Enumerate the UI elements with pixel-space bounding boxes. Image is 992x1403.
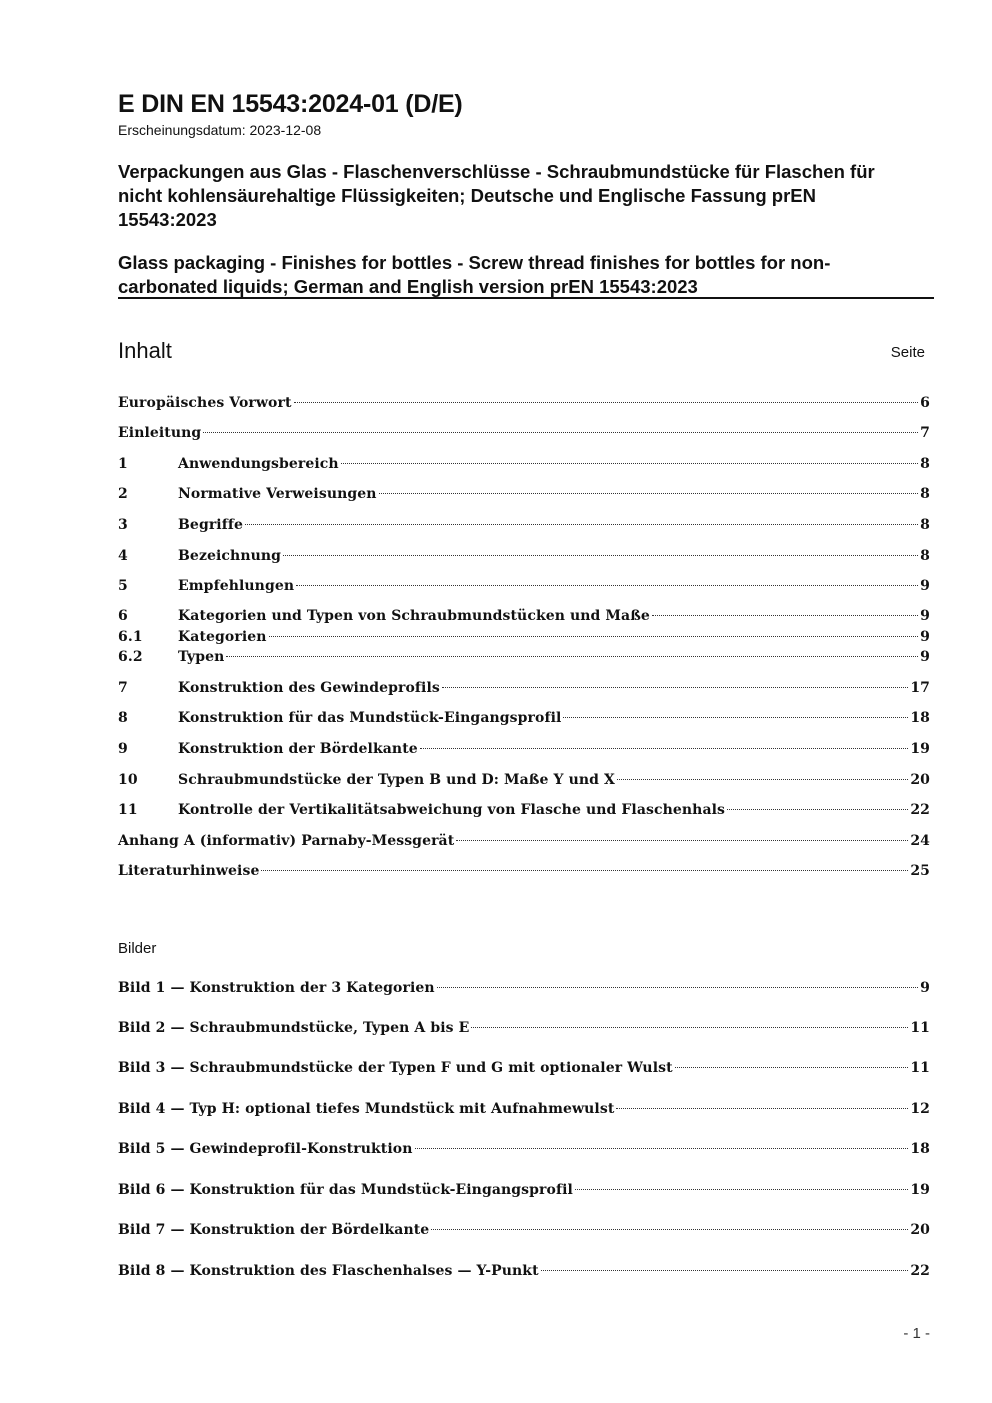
page-reference: 25	[910, 863, 930, 879]
toc-entry-title: Europäisches Vorwort	[118, 395, 292, 411]
publication-date: Erscheinungsdatum: 2023-12-08	[118, 122, 322, 138]
toc-entry-title: Kategorien	[178, 629, 267, 645]
page-reference: 20	[910, 1222, 930, 1238]
toc-entry-title: Typen	[178, 649, 225, 665]
dot-leader	[727, 809, 908, 810]
page-reference: 6	[920, 395, 930, 411]
toc-entry[interactable]	[118, 629, 930, 649]
toc-entry[interactable]	[118, 741, 930, 761]
figure-entry[interactable]	[118, 1020, 930, 1040]
figure-entry[interactable]	[118, 1101, 930, 1121]
toc-entry[interactable]	[118, 649, 930, 669]
toc-entry[interactable]	[118, 456, 930, 476]
dot-leader	[616, 1108, 908, 1109]
dot-leader	[226, 656, 918, 657]
title-english: Glass packaging - Finishes for bottles - Screw thread finishes for bottles for non-carbonated liquids; German and English version prEN 15543:2023	[118, 252, 831, 297]
figure-entry[interactable]	[118, 980, 930, 1000]
toc-entry-title: Literaturhinweise	[118, 863, 260, 879]
toc-entry-title: Konstruktion für das Mundstück-Eingangsprofil	[178, 710, 562, 726]
figure-entry[interactable]	[118, 1141, 930, 1161]
dot-leader	[269, 636, 919, 637]
toc-entry-number: 6	[118, 608, 128, 624]
toc-entry-title: Begriffe	[178, 517, 243, 533]
dot-leader	[294, 402, 919, 403]
page-reference: 7	[920, 425, 930, 441]
toc-entry-number: 3	[118, 517, 128, 533]
figure-entry-title: Bild 6 — Konstruktion für das Mundstück-Eingangsprofil	[118, 1182, 573, 1198]
dot-leader	[563, 717, 908, 718]
toc-entry-title: Empfehlungen	[178, 578, 295, 594]
figure-entry-title: Bild 5 — Gewindeprofil-Konstruktion	[118, 1141, 413, 1157]
figure-entry-title: Bild 4 — Typ H: optional tiefes Mundstück mit Aufnahmewulst	[118, 1101, 615, 1117]
page-reference: 9	[920, 649, 930, 665]
dot-leader	[341, 463, 918, 464]
toc-entry[interactable]	[118, 425, 930, 445]
figure-entry[interactable]	[118, 1263, 930, 1283]
toc-entry[interactable]	[118, 548, 930, 568]
page-reference: 8	[920, 456, 930, 472]
page-reference: 17	[910, 680, 930, 696]
page-reference: 19	[910, 1182, 930, 1198]
toc-entry-title: Bezeichnung	[178, 548, 282, 564]
toc-entry[interactable]	[118, 772, 930, 792]
toc-entry[interactable]	[118, 863, 930, 883]
dot-leader	[379, 493, 919, 494]
toc-entry-number: 9	[118, 741, 128, 757]
page-reference: 18	[910, 710, 930, 726]
dot-leader	[442, 687, 908, 688]
toc-entry-title: Einleitung	[118, 425, 202, 441]
page-reference: 19	[910, 741, 930, 757]
page-column-label: Seite	[890, 344, 925, 361]
toc-entry-title: Anhang A (informativ) Parnaby-Messgerät	[118, 833, 455, 849]
toc-entry[interactable]	[118, 578, 930, 598]
dot-leader	[431, 1229, 908, 1230]
page-reference: 9	[920, 980, 930, 996]
toc-entry-number: 1	[118, 456, 128, 472]
toc-entry-number: 6.2	[118, 649, 143, 665]
toc-entry[interactable]	[118, 486, 930, 506]
figure-entry[interactable]	[118, 1060, 930, 1080]
toc-entry-title: Normative Verweisungen	[178, 486, 377, 502]
dot-leader	[296, 585, 918, 586]
page-reference: 12	[910, 1101, 930, 1117]
toc-entry-title: Anwendungsbereich	[178, 456, 339, 472]
dot-leader	[245, 524, 918, 525]
figure-entry-title: Bild 1 — Konstruktion der 3 Kategorien	[118, 980, 435, 996]
toc-entry[interactable]	[118, 710, 930, 730]
dot-leader	[203, 432, 918, 433]
page-reference: 9	[920, 608, 930, 624]
toc-entry-number: 7	[118, 680, 128, 696]
toc-entry[interactable]	[118, 802, 930, 822]
toc-entry-number: 2	[118, 486, 128, 502]
document-id: E DIN EN 15543:2024-01 (D/E)	[118, 90, 463, 118]
page-reference: 8	[920, 486, 930, 502]
figure-entry-title: Bild 3 — Schraubmundstücke der Typen F und G mit optionaler Wulst	[118, 1060, 673, 1076]
dot-leader	[617, 779, 908, 780]
dot-leader	[471, 1027, 908, 1028]
toc-entry[interactable]	[118, 680, 930, 700]
toc-entry-title: Kategorien und Typen von Schraubmundstücken und Maße	[178, 608, 650, 624]
page-reference: 20	[910, 772, 930, 788]
toc-entry[interactable]	[118, 395, 930, 415]
toc-entry-number: 5	[118, 578, 128, 594]
toc-entry-number: 10	[118, 772, 138, 788]
toc-entry-number: 4	[118, 548, 128, 564]
page-reference: 11	[910, 1020, 930, 1036]
toc-entry-title: Konstruktion des Gewindeprofils	[178, 680, 440, 696]
figure-entry[interactable]	[118, 1182, 930, 1202]
page-reference: 8	[920, 548, 930, 564]
page-reference: 8	[920, 517, 930, 533]
toc-entry-number: 6.1	[118, 629, 143, 645]
toc-entry[interactable]	[118, 608, 930, 628]
page-reference: 9	[920, 578, 930, 594]
dot-leader	[283, 555, 918, 556]
figure-entry-title: Bild 7 — Konstruktion der Bördelkante	[118, 1222, 430, 1238]
dot-leader	[456, 840, 908, 841]
toc-entry-title: Konstruktion der Bördelkante	[178, 741, 418, 757]
page-reference: 22	[910, 1263, 930, 1279]
page-number: - 1 -	[903, 1325, 930, 1342]
dot-leader	[420, 748, 909, 749]
dot-leader	[415, 1148, 909, 1149]
dot-leader	[261, 870, 908, 871]
toc-entry-number: 11	[118, 802, 138, 818]
figure-entry-title: Bild 8 — Konstruktion des Flaschenhalses — Y-Punkt	[118, 1263, 539, 1279]
dot-leader	[541, 1270, 909, 1271]
toc-heading: Inhalt	[118, 338, 172, 363]
page-reference: 24	[910, 833, 930, 849]
toc-entry-number: 8	[118, 710, 128, 726]
page-reference: 9	[920, 629, 930, 645]
page-reference: 22	[910, 802, 930, 818]
dot-leader	[437, 987, 918, 988]
toc-entry[interactable]	[118, 833, 930, 853]
dot-leader	[652, 615, 918, 616]
toc-entry[interactable]	[118, 517, 930, 537]
figure-entry[interactable]	[118, 1222, 930, 1242]
figure-entry-title: Bild 2 — Schraubmundstücke, Typen A bis E	[118, 1020, 470, 1036]
figures-heading: Bilder	[118, 940, 157, 957]
toc-entry-title: Kontrolle der Vertikalitätsabweichung von Flasche und Flaschenhals	[178, 802, 726, 818]
page-reference: 18	[910, 1141, 930, 1157]
dot-leader	[575, 1189, 908, 1190]
page-reference: 11	[910, 1060, 930, 1076]
title-german: Verpackungen aus Glas - Flaschenverschlüsse - Schraubmundstücke für Flaschen für nicht kohlensäurehaltige Flüssigkeiten; Deutsche und Englische Fassung prEN 15543:2023	[118, 161, 875, 230]
title-divider	[118, 297, 934, 299]
toc-entry-title: Schraubmundstücke der Typen B und D: Maße Y und X	[178, 772, 615, 788]
dot-leader	[675, 1067, 909, 1068]
